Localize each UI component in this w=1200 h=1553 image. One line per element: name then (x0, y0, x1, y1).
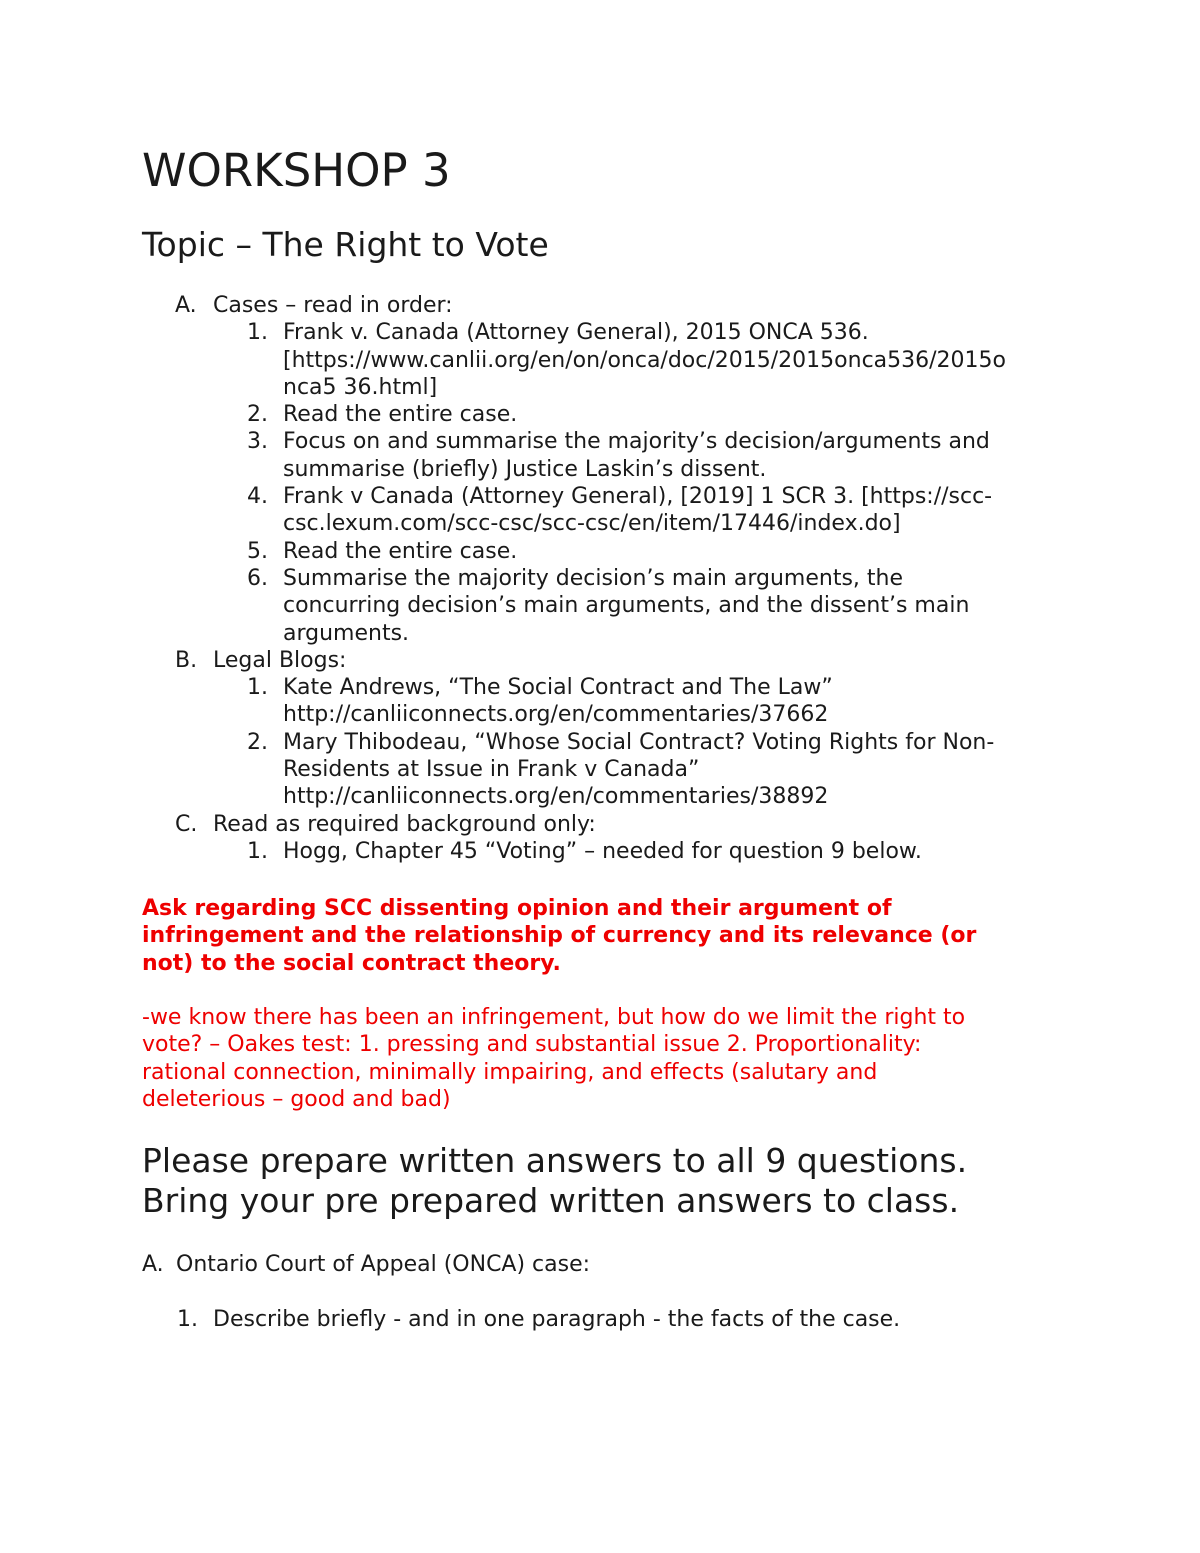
list-marker: 4. (247, 484, 268, 510)
list-marker: 1. (177, 1307, 198, 1332)
blog-link: http://canliiconnects.org/en/commentaries/37662 (283, 702, 829, 728)
list-section-b (142, 647, 1072, 674)
list-section-label: Legal Blogs: (213, 647, 347, 673)
list-marker: A. (142, 1252, 164, 1277)
list-item (142, 674, 1072, 729)
list-marker: 1. (247, 838, 268, 864)
list-item-text: Kate Andrews, “The Social Contract and The Law” (283, 675, 833, 701)
list-marker: 3. (247, 429, 268, 455)
list-item-text: Focus on and summarise the majority’s decision/arguments and (283, 429, 990, 455)
list-marker: C. (175, 811, 198, 837)
instruction-line: Bring your pre prepared written answers to class. (142, 1181, 960, 1220)
list-item (142, 401, 1072, 428)
list-item-text: summarise (briefly) Justice Laskin’s dissent. (283, 456, 767, 482)
questions-section-a (142, 1251, 1072, 1278)
question-1 (142, 1306, 1072, 1333)
list-marker: 2. (247, 402, 268, 428)
list-marker: B. (175, 647, 198, 673)
list-marker: 1. (247, 675, 268, 701)
list-item-text: Summarise the majority decision’s main arguments, the (283, 565, 904, 591)
list-marker: 1. (247, 320, 268, 346)
list-item-text: Read the entire case. (283, 538, 518, 564)
case-link: nca5 36.html] (283, 374, 438, 400)
list-marker: 6. (247, 565, 268, 591)
blog-link: http://canliiconnects.org/en/commentaries/38892 (283, 784, 829, 810)
list-section-c (142, 811, 1072, 838)
topic-heading: Topic – The Right to Vote (142, 225, 549, 264)
list-item-text: Hogg, Chapter 45 “Voting” – needed for question 9 below. (283, 838, 922, 864)
oakes-test-note (142, 1004, 1072, 1113)
list-section-a (142, 292, 1072, 319)
list-item (142, 565, 1072, 647)
list-item (142, 483, 1072, 538)
list-item-text: concurring decision’s main arguments, and the dissent’s main (283, 593, 970, 619)
note-line: deleterious – good and bad) (142, 1086, 451, 1112)
list-item-text: Read the entire case. (283, 402, 518, 428)
list-item-text: Frank v Canada (Attorney General), [2019] 1 SCR 3. [https://scc- (283, 484, 993, 510)
case-link: [https://www.canlii.org/en/on/onca/doc/2015/2015onca536/2015o (283, 347, 1006, 373)
dissent-question-note (142, 895, 1072, 977)
section-label: Ontario Court of Appeal (ONCA) case: (176, 1252, 591, 1277)
list-marker: 5. (247, 538, 268, 564)
instructions (142, 1141, 967, 1221)
list-item-text: Frank v. Canada (Attorney General), 2015 ONCA 536. (283, 320, 869, 346)
list-marker: A. (175, 293, 197, 318)
note-line: not) to the social contract theory. (142, 950, 561, 976)
list-section-label: Read as required background only: (213, 811, 596, 837)
instruction-line: Please prepare written answers to all 9 questions. (142, 1141, 968, 1180)
list-marker: 2. (247, 729, 268, 755)
list-item (142, 838, 1072, 865)
reading-list (142, 292, 1072, 865)
list-item (142, 538, 1072, 565)
list-item (142, 729, 1072, 811)
note-line: infringement and the relationship of currency and its relevance (or (142, 923, 977, 949)
list-item-text: Residents at Issue in Frank v Canada” (283, 757, 700, 783)
question-text: Describe briefly - and in one paragraph - the facts of the case. (213, 1307, 901, 1332)
list-item-text: Mary Thibodeau, “Whose Social Contract? Voting Rights for Non- (283, 729, 995, 755)
note-line: Ask regarding SCC dissenting opinion and their argument of (142, 896, 892, 921)
list-item (142, 319, 1072, 401)
list-item-text: arguments. (283, 620, 410, 646)
case-link: csc.lexum.com/scc-csc/scc-csc/en/item/17446/index.do] (283, 511, 901, 537)
note-line: -we know there has been an infringement, but how do we limit the right to (142, 1005, 966, 1030)
list-section-label: Cases – read in order: (213, 293, 453, 318)
note-line: vote? – Oakes test: 1. pressing and substantial issue 2. Proportionality: (142, 1032, 922, 1058)
list-item (142, 428, 1072, 483)
page-title: WORKSHOP 3 (142, 144, 451, 197)
note-line: rational connection, minimally impairing, and effects (salutary and (142, 1059, 878, 1085)
